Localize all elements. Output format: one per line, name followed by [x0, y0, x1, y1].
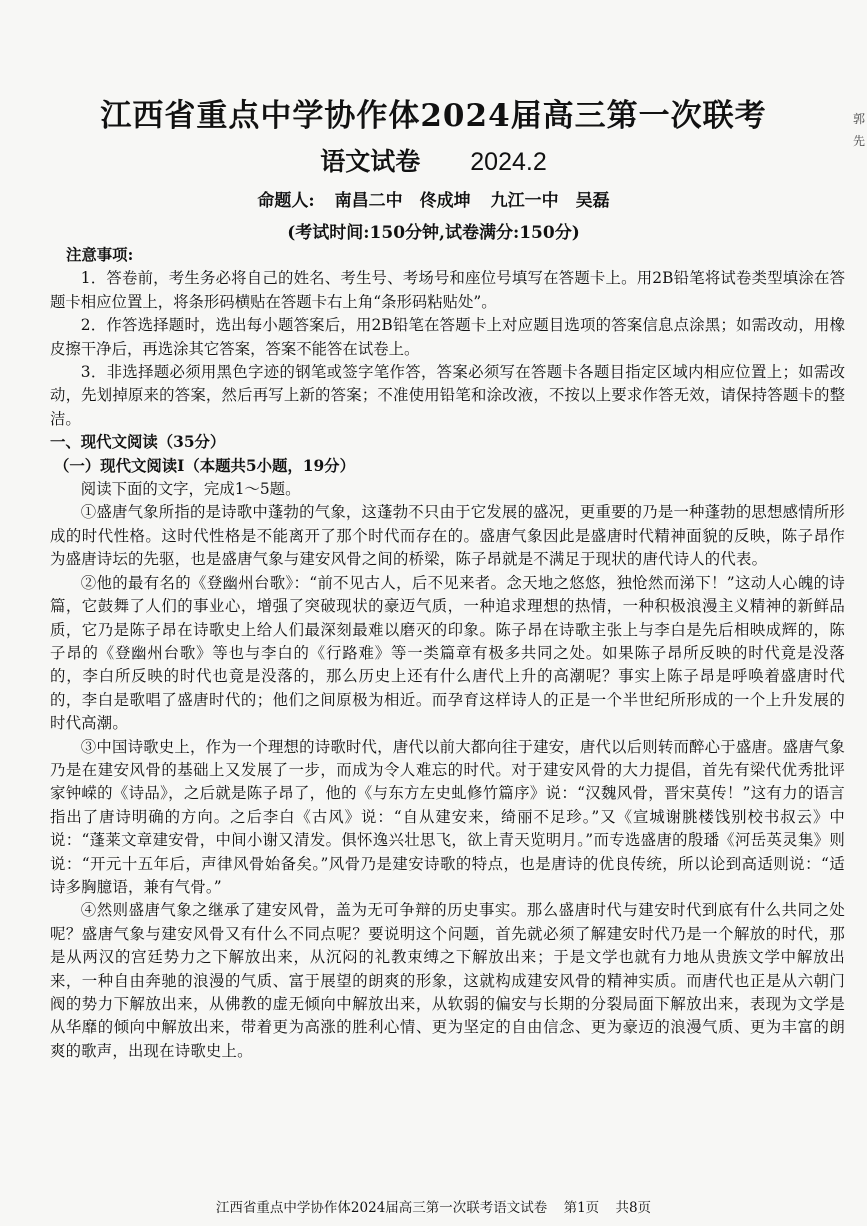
notice-item-3: 3．非选择题必须用黑色字迹的钢笔或签字笔作答，答案必须写在答题卡各题目指定区域内相应位置上；如需改动，先划掉原来的答案，然后再写上新的答案；不准使用铅笔和涂改液，不按以上要求作答无效，请保持答题卡的整洁。: [50, 363, 845, 428]
passage-paragraph-3: ③中国诗歌史上，作为一个理想的诗歌时代，唐代以前大都向往于建安，唐代以后则转而醉心于盛唐。盛唐气象乃是在建安风骨的基础上又发展了一步，而成为令人难忘的时代。对于建安风骨的大力提倡，首先有梁代优秀批评家钟嵘的《诗品》，之后就是陈子昂了，他的《与东方左史虬修竹篇序》说：“汉魏风骨，晋宋莫传！”这有力的语言指出了唐诗明确的方向。之后李白《古风》说：“自从建安来，绮丽不足珍。”又《宣城谢朓楼饯别校书叔云》中说：“蓬莱文章建安骨，中间小谢又清发。俱怀逸兴壮思飞，欲上青天览明月。”而专选盛唐的殷璠《河岳英灵集》则说：“开元十五年后，声律风骨始备矣。”风骨乃是建安诗歌的特点，也是唐诗的优良传统，所以论到高适则说：“适诗多胸臆语，兼有气骨。”: [50, 737, 845, 896]
author-1: 南昌二中 佟成坤: [334, 191, 471, 211]
reading-instruction: 阅读下面的文字，完成1～5题。: [80, 480, 301, 499]
page-footer: [0, 1196, 867, 1216]
footer-title: 江西省重点中学协作体2024届高三第一次联考语文试卷: [215, 1200, 548, 1216]
exam-title: 江西省重点中学协作体2024届高三第一次联考: [100, 98, 767, 134]
author-2: 九江一中 吴磊: [490, 191, 610, 211]
authors-line: [0, 186, 867, 211]
exam-subtitle: [0, 142, 867, 178]
subject-label: 语文试卷: [320, 147, 421, 176]
notice-item-2: 2．作答选择题时，选出每小题答案后，用2B铅笔在答题卡上对应题目选项的答案信息点涂黑；如需改动，用橡皮擦干净后，再选涂其它答案，答案不能答在试卷上。: [50, 316, 845, 358]
passage-paragraph-4: ④然则盛唐气象之继承了建安风骨，盖为无可争辩的历史事实。那么盛唐时代与建安时代到底有什么共同之处呢？盛唐气象与建安风骨又有什么不同点呢？要说明这个问题，首先就必须了解建安时代乃是一个解放的时代，那是从两汉的宫廷势力之下解放出来，从沉闷的礼教束缚之下解放出来；于是文学也就有力地从贵族文学中解放出来，一种自由奔驰的浪漫的气质、富于展望的朗爽的形象，这就构成建安风骨的精神实质。而唐代也正是从六朝门阀的势力下解放出来，从佛教的虚无倾向中解放出来，从软弱的偏安与长期的分裂局面下解放出来，表现为文学是从华靡的倾向中解放出来，带着更为高涨的胜利心情、更为坚定的自由信念、更为豪迈的浪漫气质、更为丰富的朗爽的歌声，出现在诗歌史上。: [50, 901, 845, 1060]
page-total: 共8页: [615, 1200, 652, 1216]
notice-item-1: 1．答卷前，考生务必将自己的姓名、考生号、考场号和座位号填写在答题卡上。用2B铅笔将试卷类型填涂在答题卡相应位置上，将条形码横贴在答题卡右上角“条形码粘贴处”。: [50, 269, 845, 311]
section-heading: 一、现代文阅读（35分）: [50, 433, 226, 452]
passage-paragraph-2: ②他的最有名的《登幽州台歌》：“前不见古人，后不见来者。念天地之悠悠，独怆然而涕下！”这动人心魄的诗篇，它鼓舞了人们的事业心，增强了突破现状的豪迈气质，一种追求理想的热情，一种积极浪漫主义精神的新鲜品质，它乃是陈子昂在诗歌史上给人们最深刻最难以磨灭的印象。陈子昂在诗歌主张上与李白是先后相映成辉的，陈子昂的《登幽州台歌》等也与李白的《行路难》等一类篇章有极多共同之处。如果陈子昂所反映的时代竟是没落的，李白所反映的时代也竟是没落的，那么历史上还有什么唐代上升的高潮呢？事实上陈子昂是呼唤着盛唐时代的，李白是歌唱了盛唐时代的；他们之间原极为相近。而孕育这样诗人的正是一个半世纪所形成的一个上升发展的时代高潮。: [50, 573, 845, 733]
document-body: [50, 244, 845, 1063]
subsection-heading: （一）现代文阅读Ⅰ（本题共5小题，19分）: [54, 456, 355, 475]
notice-title: 注意事项:: [66, 246, 134, 264]
passage-paragraph-1: ①盛唐气象所指的是诗歌中蓬勃的气象，这蓬勃不只由于它发展的盛况，更重要的乃是一种蓬勃的思想感情所形成的时代性格。这时代性格是不能离开了那个时代而存在的。盛唐气象因此是盛唐时代精神面貌的反映，陈子昂作为盛唐诗坛的先驱，也是盛唐气象与建安风骨之间的桥梁，陈子昂就是不满足于现状的唐代诗人的代表。: [50, 503, 845, 569]
exam-date: 2024.2: [470, 148, 547, 176]
edge-mark: 郭 先: [853, 112, 866, 148]
authors-label: 命题人:: [257, 191, 315, 211]
exam-info: (考试时间:150分钟,试卷满分:150分): [287, 223, 580, 243]
page-number: 第1页: [563, 1200, 600, 1216]
